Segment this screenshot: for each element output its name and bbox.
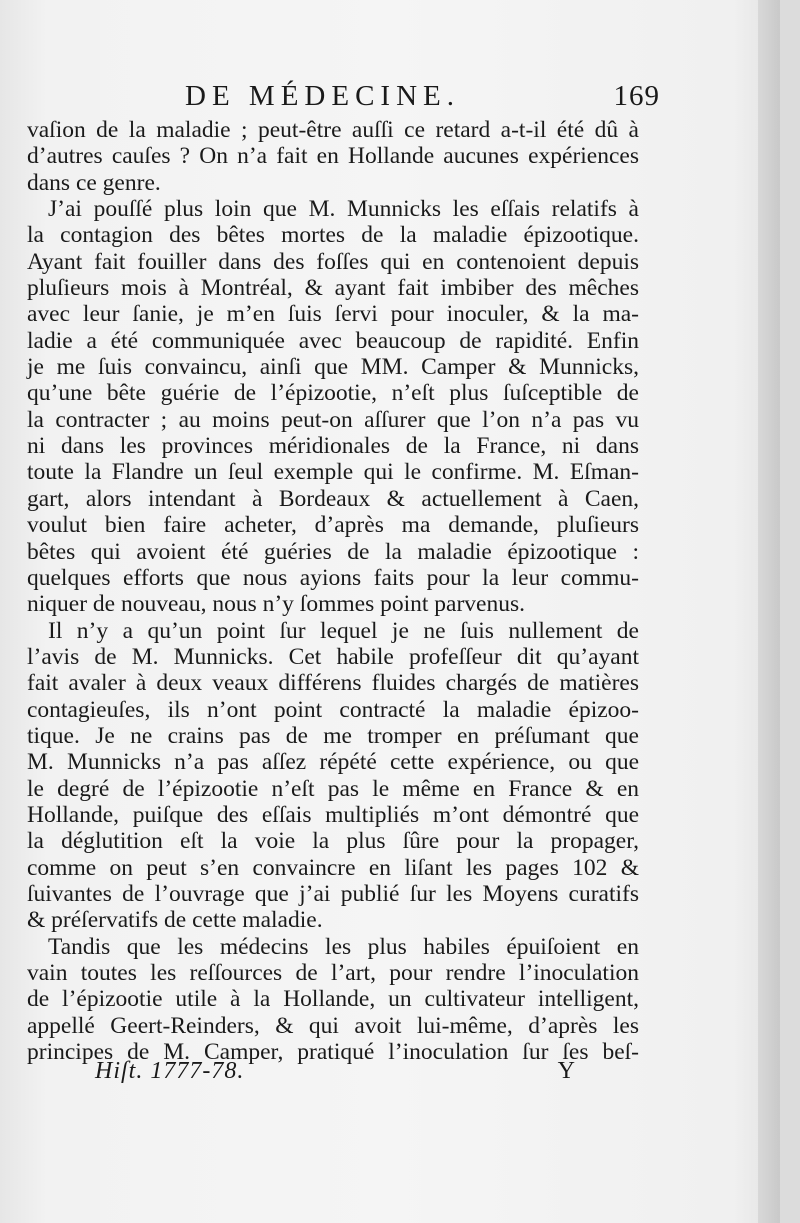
text-line: de l’épizootie utile à la Hollande, un cultivateur intelligent, — [27, 986, 639, 1013]
text-line: niquer de nouveau, nous n’y ſommes point parvenus. — [27, 591, 525, 618]
page-header — [185, 80, 660, 120]
page-footer — [95, 1058, 575, 1094]
text-line: la contagion des bêtes mortes de la maladie épizootique. — [27, 222, 639, 249]
text-line: Ayant fait fouiller dans des foſſes qui en contenoient depuis — [27, 248, 639, 275]
text-line: dans ce genre. — [27, 169, 161, 196]
signature-mark: Hiſt. 1777-78. — [95, 1058, 245, 1084]
text-line: toute la Flandre un ſeul exemple qui le confirme. M. Eſman- — [27, 459, 639, 486]
text-line: l’avis de M. Munnicks. Cet habile profeſſeur dit qu’ayant — [27, 643, 639, 670]
text-line: le degré de l’épizootie n’eſt pas le même en France & en — [27, 775, 639, 802]
text-line: ladie a été communiquée avec beaucoup de rapidité. Enfin — [27, 327, 639, 354]
text-line: ni dans les provinces méridionales de la France, ni dans — [27, 433, 639, 460]
text-line: M. Munnicks n’a pas aſſez répété cette expérience, ou que — [27, 749, 639, 776]
page-edge-shadow — [758, 0, 780, 1223]
text-line: principes de M. Camper, pratiqué l’inoculation ſur ſes beſ- — [27, 1039, 639, 1066]
text-line: ſuivantes de l’ouvrage que j’ai publié ſur les Moyens curatifs — [27, 880, 639, 907]
text-line: tique. Je ne crains pas de me tromper en préſumant que — [27, 722, 639, 749]
text-line: avec leur ſanie, je m’en ſuis ſervi pour inoculer, & la ma- — [27, 301, 639, 328]
text-line: quelques efforts que nous ayions faits pour la leur commu- — [27, 564, 639, 591]
text-line: vain toutes les reſſources de l’art, pour rendre l’inoculation — [27, 960, 639, 986]
text-line: la contracter ; au moins peut-on aſſurer que l’on n’a pas vu — [27, 406, 639, 433]
text-line: appellé Geert-Reinders, & qui avoit lui-même, d’après les — [27, 1012, 639, 1039]
text-line: gart, alors intendant à Bordeaux & actuellement à Caen, — [27, 485, 639, 512]
text-line: & préſervatifs de cette maladie. — [27, 907, 323, 934]
gathering-letter: Y — [557, 1058, 575, 1084]
text-line: Hollande, puiſque des eſſais multipliés m’ont démontré que — [27, 801, 639, 828]
text-line: comme on peut s’en convaincre en liſant les pages 102 & — [27, 854, 639, 881]
text-line: la déglutition eſt la voie la plus ſûre pour la propager, — [27, 828, 639, 855]
text-line: contagieuſes, ils n’ont point contracté la maladie épizoo- — [27, 696, 639, 723]
text-line: fait avaler à deux veaux différens fluides chargés de matières — [27, 670, 639, 697]
text-line: Tandis que les médecins les plus habiles épuiſoient en — [48, 933, 639, 960]
page-number: 169 — [613, 80, 660, 112]
text-line: pluſieurs mois à Montréal, & ayant fait imbiber des mêches — [27, 275, 639, 302]
text-line: qu’une bête guérie de l’épizootie, n’eſt plus ſuſceptible de — [27, 380, 639, 407]
text-line: d’autres cauſes ? On n’a fait en Hollande aucunes expériences — [27, 143, 639, 170]
text-line: je me ſuis convaincu, ainſi que MM. Camper & Munnicks, — [27, 354, 639, 381]
body-text — [27, 117, 639, 1065]
text-line: J’ai pouſſé plus loin que M. Munnicks les eſſais relatifs à — [48, 196, 639, 223]
text-line: voulut bien faire acheter, d’après ma demande, pluſieurs — [27, 512, 639, 539]
text-line: bêtes qui avoient été guéries de la maladie épizootique : — [27, 538, 639, 565]
running-head: DE MÉDECINE. — [185, 80, 460, 112]
text-line: Il n’y a qu’un point ſur lequel je ne ſuis nullement de — [48, 617, 639, 644]
text-line: vaſion de la maladie ; peut-être auſſi ce retard a-t-il été dû à — [27, 117, 639, 143]
